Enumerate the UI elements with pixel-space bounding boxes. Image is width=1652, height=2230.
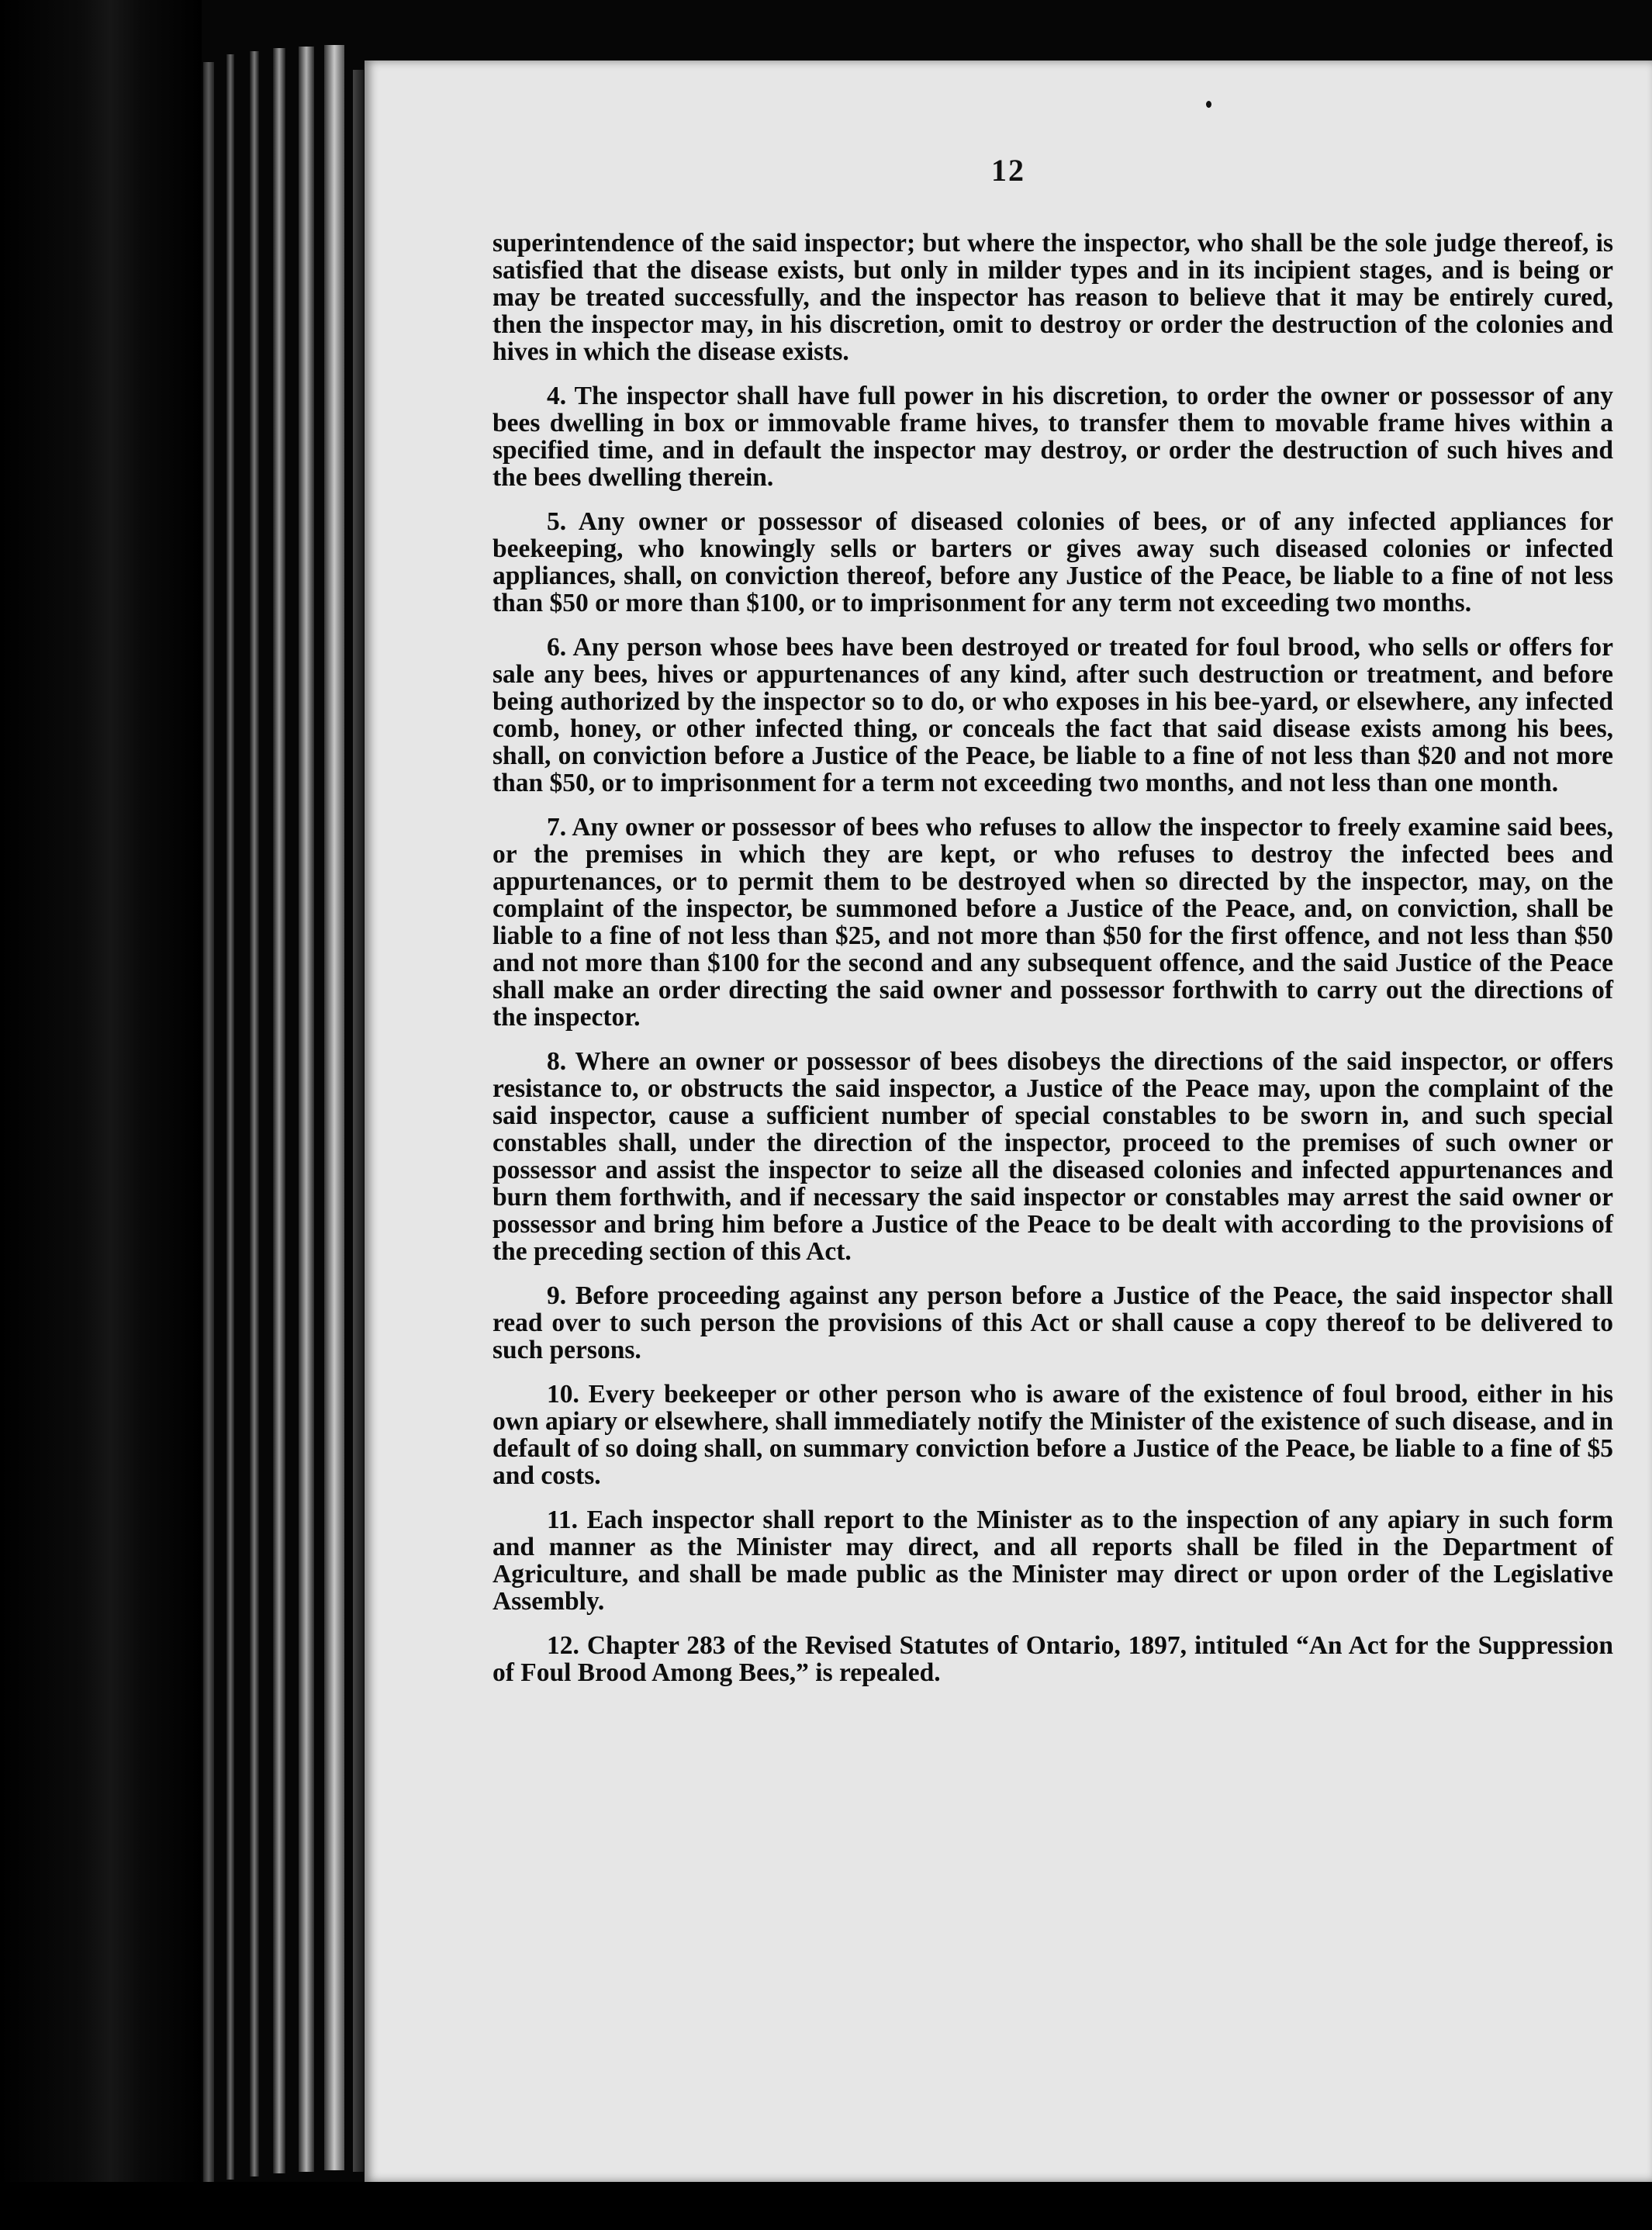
page-body <box>492 230 1613 1703</box>
paragraph-section-8: 8. Where an owner or possessor of bees disobeys the directions of the said inspector, or offers resistance to, or obstructs the said inspector, a Justice of the Peace may, upon the complaint of the said inspector, cause a sufficient number of special constables to be sworn in, and such special constables shall, under the direction of the inspector, proceed to the premises of such owner or possessor and assist the inspector to seize all the diseased colonies and infected appurtenances and burn them forthwith, and if necessary the said inspector or constables may arrest the said owner or possessor and bring him before a Justice of the Peace to be dealt with according to the provisions of the preceding section of this Act. <box>492 1047 1613 1266</box>
page-edge <box>273 48 285 2173</box>
page-edge <box>203 62 214 2187</box>
paragraph-section-10: 10. Every beekeeper or other person who is aware of the existence of foul brood, either in his own apiary or elsewhere, shall immediately notify the Minister of the existence of such disease, and in default of so doing shall, on summary conviction before a Justice of the Peace, be liable to a fine of $5 and costs. <box>492 1380 1613 1490</box>
paragraph-section-5: 5. Any owner or possessor of diseased colonies of bees, or of any infected appliances for beekeeping, who knowingly sells or barters or gives away such diseased colonies or infected appliances, shall, on conviction thereof, before any Justice of the Peace, be liable to a fine of not less than $50 or more than $100, or to imprisonment for any term not exceeding two months. <box>492 507 1613 617</box>
page-edge <box>226 54 234 2180</box>
paragraph-section-7: 7. Any owner or possessor of bees who refuses to allow the inspector to freely examine said bees, or the premises in which they are kept, or who refuses to destroy the infected bees and appurtenances, or to permit them to be destroyed when so directed by the inspector, may, on the complaint of the inspector, be summoned before a Justice of the Peace, and, on conviction, shall be liable to a fine of not less than $25, and not more than $50 for the first offence, and not less than $50 and not more than $100 for the second and any subsequent offence, and the said Justice of the Peace shall make an order directing the said owner and possessor forthwith to carry out the directions of the inspector. <box>492 813 1613 1032</box>
paragraph-continuation: superintendence of the said inspector; but where the inspector, who shall be the sole judge thereof, is satisfied that the disease exists, but only in milder types and in its incipient stages, and is being or may be treated successfully, and the inspector has reason to believe that it may be entirely cured, then the inspector may, in his discretion, omit to destroy or order the destruction of the colonies and hives in which the disease exists. <box>492 229 1613 366</box>
paragraph-section-12: 12. Chapter 283 of the Revised Statutes of Ontario, 1897, intituled “An Act for the Suppression of Foul Brood Among Bees,” is repealed. <box>492 1631 1613 1687</box>
scan-bottom-border <box>0 2182 1652 2230</box>
page-edge <box>353 70 364 2172</box>
document-page <box>365 61 1652 2182</box>
paragraph-section-11: 11. Each inspector shall report to the Minister as to the inspection of any apiary in such form and manner as the Minister may direct, and all reports shall be filed in the Department of Agriculture, and shall be made public as the Minister may direct or upon order of the Legislative Assembly. <box>492 1506 1613 1616</box>
ink-speck <box>1206 101 1211 108</box>
paragraph-section-6: 6. Any person whose bees have been destroyed or treated for foul brood, who sells or offers for sale any bees, hives or appurtenances of any kind, after such destruction or treatment, and before being authorized by the inspector so to do, or who exposes in his bee-yard, or elsewhere, any infected comb, honey, or other infected thing, or conceals the fact that said disease exists among his bees, shall, on conviction before a Justice of the Peace, be liable to a fine of not less than $20 and not more than $50, or to imprisonment for a term not exceeding two months, and not less than one month. <box>492 633 1613 797</box>
book-spine <box>0 0 202 2230</box>
page-edge <box>299 47 314 2172</box>
page-edge <box>324 45 344 2170</box>
paragraph-section-9: 9. Before proceeding against any person before a Justice of the Peace, the said inspector shall read over to such person the provisions of this Act or shall cause a copy thereof to be delivered to such persons. <box>492 1281 1613 1364</box>
paragraph-section-4: 4. The inspector shall have full power in his discretion, to order the owner or possessor of any bees dwelling in box or immovable frame hives, to transfer them to movable frame hives within a specified time, and in default the inspector may destroy, or order the destruction of such hives and the bees dwelling therein. <box>492 382 1613 492</box>
page-edge <box>250 51 259 2176</box>
page-number: 12 <box>991 153 1025 188</box>
